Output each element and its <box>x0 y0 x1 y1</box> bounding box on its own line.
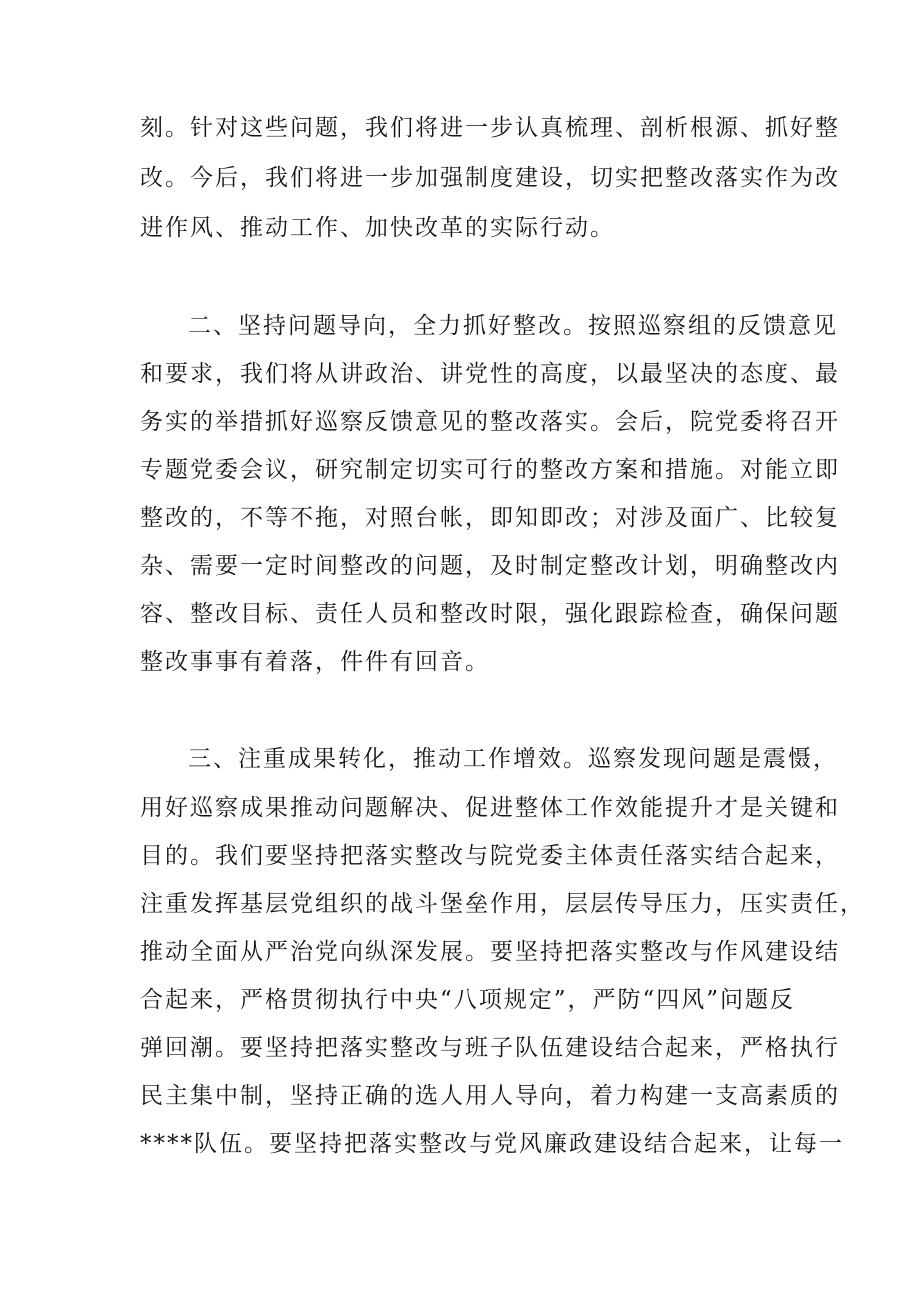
paragraph-line: 用好巡察成果推动问题解决、促进整体工作效能提升才是关键和 <box>140 795 840 821</box>
paragraph-line: 弹回潮。要坚持把落实整改与班子队伍建设结合起来，严格执行 <box>140 1035 840 1061</box>
paragraph-line: 刻。针对这些问题，我们将进一步认真梳理、剖析根源、抓好整 <box>140 115 840 141</box>
paragraph-line: 专题党委会议，研究制定切实可行的整改方案和措施。对能立即 <box>140 457 840 483</box>
paragraph-line: ****队伍。要坚持把落实整改与党风廉政建设结合起来，让每一 <box>140 1131 844 1157</box>
paragraph-line: 改。今后，我们将进一步加强制度建设，切实把整改落实作为改 <box>140 165 840 191</box>
paragraph-line: 推动全面从严治党向纵深发展。要坚持把落实整改与作风建设结 <box>140 939 840 965</box>
paragraph-line: 目的。我们要坚持把落实整改与院党委主体责任落实结合起来， <box>140 843 840 869</box>
paragraph-line: 进作风、推动工作、加快改革的实际行动。 <box>140 215 615 241</box>
paragraph-line: 容、整改目标、责任人员和整改时限，强化跟踪检查，确保问题 <box>140 601 840 627</box>
paragraph-line: 整改的，不等不拖，对照台帐，即知即改；对涉及面广、比较复 <box>140 505 840 531</box>
paragraph-line: 合起来，严格贯彻执行中央“八项规定”，严防“四风”问题反 <box>140 987 796 1013</box>
paragraph-line: 和要求，我们将从讲政治、讲党性的高度，以最坚决的态度、最 <box>140 361 840 387</box>
paragraph-line: 注重发挥基层党组织的战斗堡垒作用，层层传导压力，压实责任， <box>140 891 865 917</box>
paragraph-line: 务实的举措抓好巡察反馈意见的整改落实。会后，院党委将召开 <box>140 409 840 435</box>
section-3-heading-line: 三、注重成果转化，推动工作增效。巡察发现问题是震慑， <box>188 746 838 772</box>
paragraph-line: 整改事事有着落，件件有回音。 <box>140 649 490 675</box>
section-2-heading-line: 二、坚持问题导向，全力抓好整改。按照巡察组的反馈意见 <box>188 313 838 339</box>
paragraph-line: 民主集中制，坚持正确的选人用人导向，着力构建一支高素质的 <box>140 1083 840 1109</box>
paragraph-line: 杂、需要一定时间整改的问题，及时制定整改计划，明确整改内 <box>140 553 840 579</box>
